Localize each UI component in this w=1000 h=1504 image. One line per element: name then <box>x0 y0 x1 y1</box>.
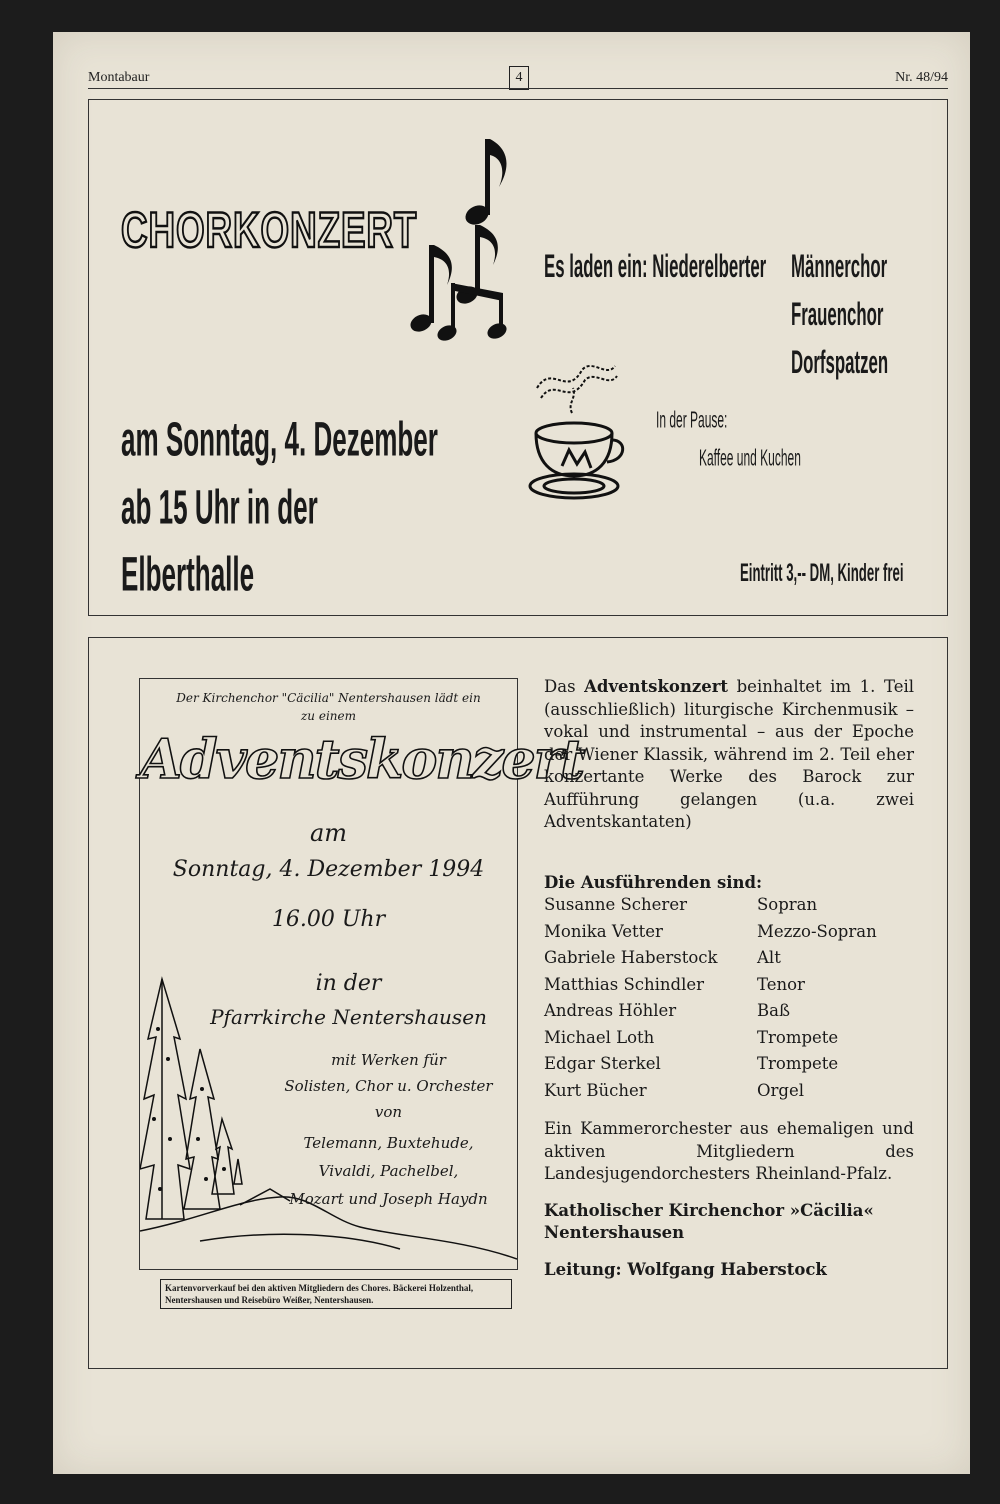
performer-name: Matthias Schindler <box>544 974 705 994</box>
poster-composers <box>260 1129 517 1213</box>
chorkonzert-title: CHORKONZERT <box>121 203 418 258</box>
poster-time: 16.00 Uhr <box>271 907 386 932</box>
concert-description-column <box>544 676 914 1281</box>
poster-intro <box>140 689 517 725</box>
desc-body: beinhaltet im 1. Teil (ausschließlich) liturgische Kirchenmusik – vokal und instrumental – aus der Epoche der Wiener Klassik, während im 2. Teil eher konzertante Werke des Barock zur Aufführung gelangen (u.a. zwei Adventskantaten) <box>544 677 915 831</box>
header-page-number: 4 <box>509 66 529 90</box>
choir-dorfspatzen: Dorfspatzen <box>791 344 889 380</box>
performer-role: Alt <box>757 948 781 967</box>
poster-intro-line2: zu einem <box>300 709 356 723</box>
adventskonzert-ad <box>88 637 948 1369</box>
choir-frauenchor: Frauenchor <box>791 296 884 332</box>
performer-role: Orgel <box>757 1080 805 1100</box>
desc-prefix: Das <box>544 677 585 696</box>
table-row <box>544 1000 877 1027</box>
organizer <box>544 1200 914 1245</box>
performer-role: Baß <box>757 1001 790 1020</box>
table-row <box>544 1053 877 1080</box>
poster-in-der: in der <box>315 971 382 996</box>
concert-time-line: ab 15 Uhr in der <box>121 480 318 535</box>
performer-name: Susanne Scherer <box>544 895 687 914</box>
poster-am: am <box>309 819 348 847</box>
performer-role: Trompete <box>757 1054 839 1073</box>
ticket-presale-note: Kartenvorverkauf bei den aktiven Mitgliedern des Chores. Bäckerei Holzenthal, Nentershausen und Reisebüro Weißer, Nentershausen. <box>160 1279 512 1309</box>
performer-role: Mezzo-Sopran <box>757 921 877 941</box>
poster-date: Sonntag, 4. Dezember 1994 <box>172 857 485 882</box>
invite-text: Es laden ein: Niederelberter <box>544 248 767 284</box>
table-row <box>544 1027 877 1054</box>
header-issue: Nr. 48/94 <box>895 70 948 85</box>
table-row <box>544 947 877 974</box>
header-town: Montabaur <box>88 70 150 85</box>
organizer-line1: Katholischer Kirchenchor »Cäcilia« <box>544 1200 874 1220</box>
poster-church: Pfarrkirche Nentershausen <box>210 1005 487 1029</box>
performer-role: Trompete <box>757 1027 839 1047</box>
concert-venue-line: Elberthalle <box>121 547 255 602</box>
performer-role: Sopran <box>757 895 818 914</box>
performer-name: Gabriele Haberstock <box>544 948 718 967</box>
performer-name: Andreas Höhler <box>544 1001 677 1020</box>
table-row <box>544 894 877 921</box>
choir-maennerchor: Männerchor <box>791 248 888 284</box>
header-rule <box>88 88 948 89</box>
performers-heading: Die Ausführenden sind: <box>544 872 763 892</box>
newspaper-page <box>53 32 970 1474</box>
poster-works <box>260 1047 517 1125</box>
pause-label: In der Pause: <box>656 408 728 434</box>
poster-works-line2: Solisten, Chor u. Orchester <box>284 1077 493 1095</box>
performers-table <box>544 894 877 1106</box>
music-notes-icon <box>399 135 509 345</box>
performer-name: Kurt Bücher <box>544 1080 647 1100</box>
pause-items: Kaffee und Kuchen <box>699 446 801 472</box>
performer-role: Tenor <box>757 974 805 994</box>
coffee-cup-icon <box>527 358 627 508</box>
concert-description <box>544 676 914 834</box>
chorkonzert-ad <box>88 99 948 616</box>
poster-works-line1: mit Werken für <box>331 1051 446 1069</box>
performer-name: Edgar Sterkel <box>544 1054 661 1073</box>
entry-price: Eintritt 3,-- DM, Kinder frei <box>740 558 904 587</box>
poster-composers-line1: Telemann, Buxtehude, <box>303 1134 474 1152</box>
poster-composers-line3: Mozart und Joseph Haydn <box>289 1190 488 1208</box>
table-row <box>544 921 877 948</box>
concert-date-line: am Sonntag, 4. Dezember <box>121 412 438 467</box>
orchestra-note: Ein Kammerorchester aus ehemaligen und aktiven Mitgliedern des Landesjugendorchesters Rheinland-Pfalz. <box>544 1119 914 1183</box>
desc-bold-title: Adventskonzert <box>584 677 729 696</box>
poster-intro-line1: Der Kirchenchor "Cäcilia" Nentershausen lädt ein <box>176 691 481 705</box>
poster-composers-line2: Vivaldi, Pachelbel, <box>318 1162 459 1180</box>
performer-name: Monika Vetter <box>544 921 663 941</box>
table-row <box>544 1080 877 1107</box>
organizer-line2: Nentershausen <box>544 1223 685 1242</box>
table-row <box>544 974 877 1001</box>
performer-name: Michael Loth <box>544 1027 655 1047</box>
poster-title: Adventskonzert <box>140 727 584 791</box>
poster-works-line3: von <box>374 1103 403 1121</box>
conductor: Leitung: Wolfgang Haberstock <box>544 1259 827 1279</box>
